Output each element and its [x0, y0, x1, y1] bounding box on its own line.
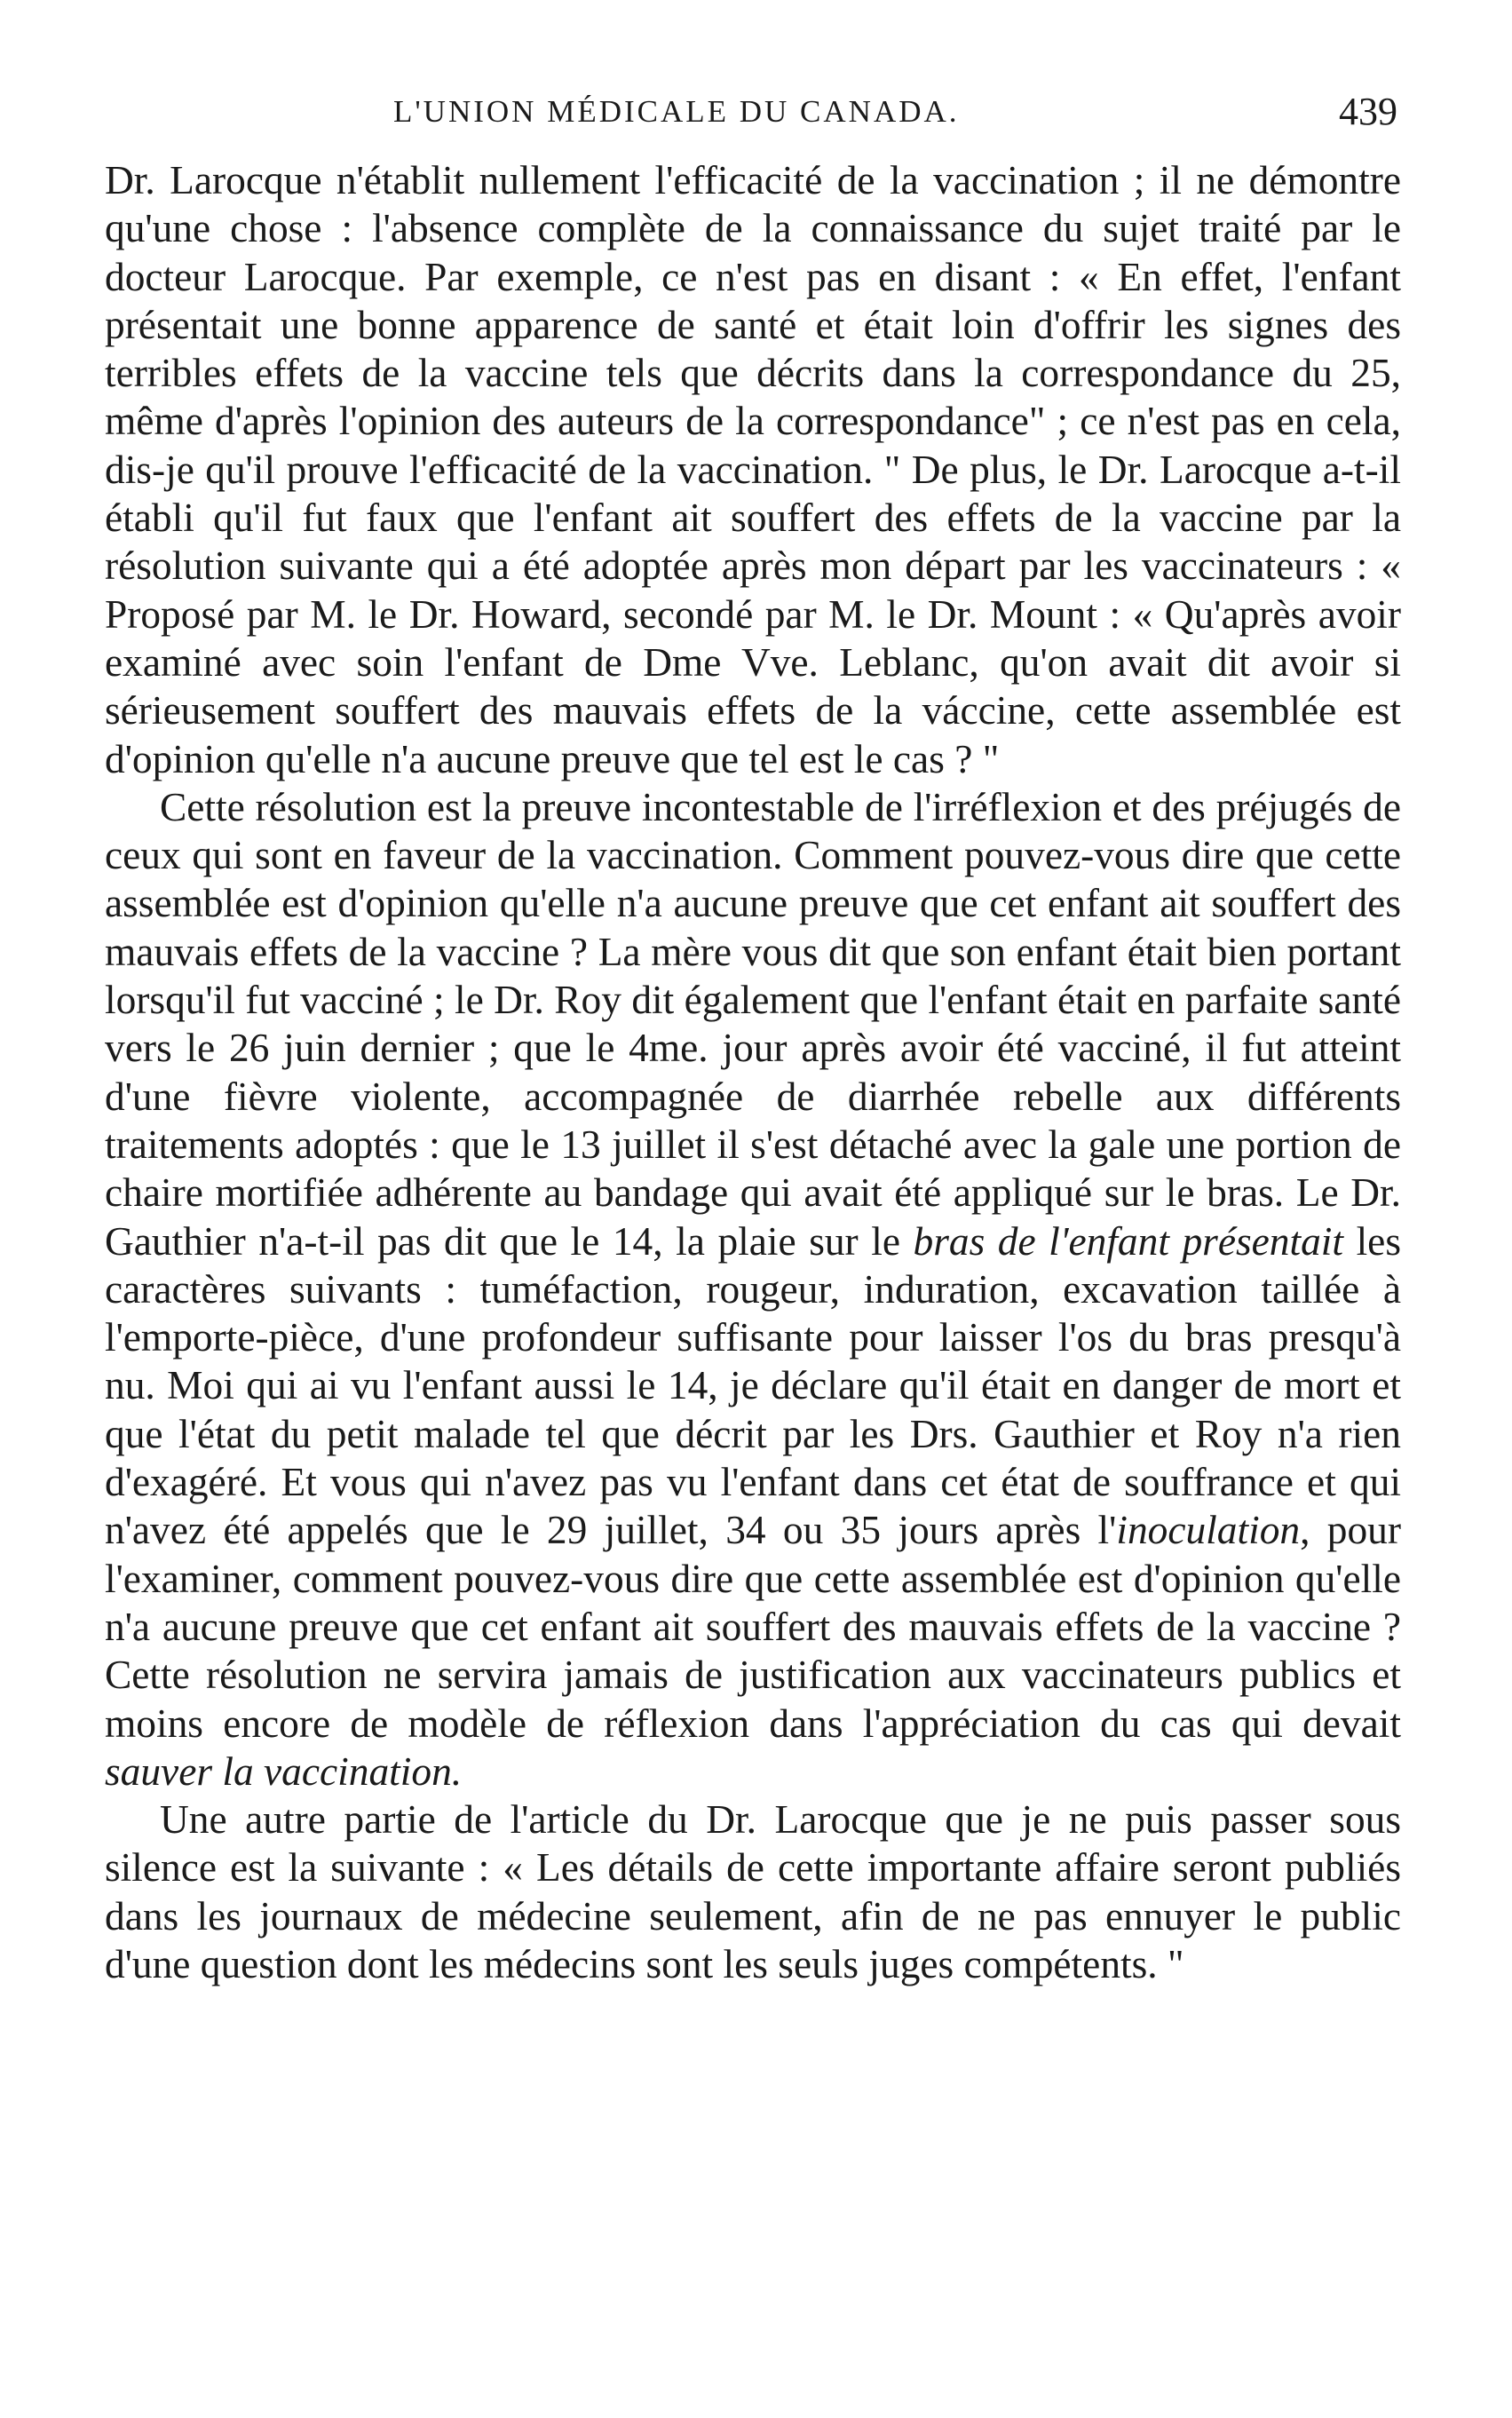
running-title: L'UNION MÉDICALE DU CANADA.	[393, 94, 960, 129]
paragraph-2-text-c: , pour l'examiner, comment pouvez-vous dire que cette assemblée est d'opinion qu'elle n'a aucune preuve que cet enfant ait souffert des mauvais effets de la vaccine ? Cette résolution ne servira jamais de justification aux vaccinateurs publics et moins encore de modèle de réflexion dans l'appréciation du cas qui devait	[105, 1508, 1401, 1746]
emphasis-bras-de-l-enfant: bras de l'enfant présentait	[913, 1218, 1344, 1264]
emphasis-inoculation: inoculation	[1116, 1508, 1301, 1553]
article-body	[105, 156, 1401, 1988]
document-page	[105, 85, 1401, 1988]
paragraph-2-text-b: les caractères suivants : tuméfaction, rougeur, induration, excavation taillée à l'emporte-pièce, d'une profondeur suffisante pour laisser l'os du bras presqu'à nu. Moi qui ai vu l'enfant aussi le 14, je déclare qu'il était en danger de mort et que l'état du petit malade tel que décrit par les Drs. Gauthier et Roy n'a rien d'exagéré. Et vous qui n'avez pas vu l'enfant dans cet état de souffrance et qui n'avez été appelés que le 29 juillet, 34 ou 35 jours après l'	[105, 1218, 1401, 1553]
page-number: 439	[1339, 90, 1397, 133]
paragraph-3	[105, 1796, 1401, 1988]
paragraph-3-text: Une autre partie de l'article du Dr. Larocque que je ne puis passer sous silence est la suivante : « Les détails de cette importante affaire seront publiés dans les journaux de médecine seulement, afin de ne pas ennuyer le public d'une question dont les médecins sont les seuls juges compétents. "	[105, 1797, 1401, 1986]
paragraph-2-text-a: Cette résolution est la preuve incontestable de l'irréflexion et des préjugés de ceux qui sont en faveur de la vaccination. Comment pouvez-vous dire que cette assemblée est d'opinion qu'elle n'a aucune preuve que cet enfant ait souffert des mauvais effets de la vaccine ? La mère vous dit que son enfant était bien portant lorsqu'il fut vacciné ; le Dr. Roy dit également que l'enfant était en parfaite santé vers le 26 juin dernier ; que le 4me. jour après avoir été vacciné, il fut atteint d'une fièvre violente, accompagnée de diarrhée rebelle aux différents traitements adoptés : que le 13 juillet il s'est détaché avec la gale une portion de chaire mortifiée adhérente au bandage qui avait été appliqué sur le bras. Le Dr. Gauthier n'a-t-il pas dit que le 14, la plaie sur le	[105, 784, 1401, 1264]
running-header	[105, 85, 1401, 156]
paragraph-2	[105, 783, 1401, 1796]
paragraph-1	[105, 156, 1401, 783]
emphasis-sauver-la-vaccination: sauver la vaccination.	[105, 1748, 463, 1794]
paragraph-1-text: Dr. Larocque n'établit nullement l'efficacité de la vaccination ; il ne démontre qu'une chose : l'absence complète de la connaissance du sujet traité par le docteur Larocque. Par exemple, ce n'est pas en disant : « En effet, l'enfant présentait une bonne apparence de santé et était loin d'offrir les signes des terribles effets de la vaccine tels que décrits dans la correspondance du 25, même d'après l'opinion des auteurs de la correspondance" ; ce n'est pas en cela, dis-je qu'il prouve l'efficacité de la vaccination. " De plus, le Dr. Larocque a-t-il établi qu'il fut faux que l'enfant ait souffert des effets de la vaccine par la résolution suivante qui a été adoptée après mon départ par les vaccinateurs : « Proposé par M. le Dr. Howard, secondé par M. le Dr. Mount : « Qu'après avoir examiné avec soin l'enfant de Dme Vve. Leblanc, qu'on avait dit avoir si sérieusement souffert des mauvais effets de la váccine, cette assemblée est d'opinion qu'elle n'a aucune preuve que tel est le cas ? "	[105, 158, 1401, 781]
